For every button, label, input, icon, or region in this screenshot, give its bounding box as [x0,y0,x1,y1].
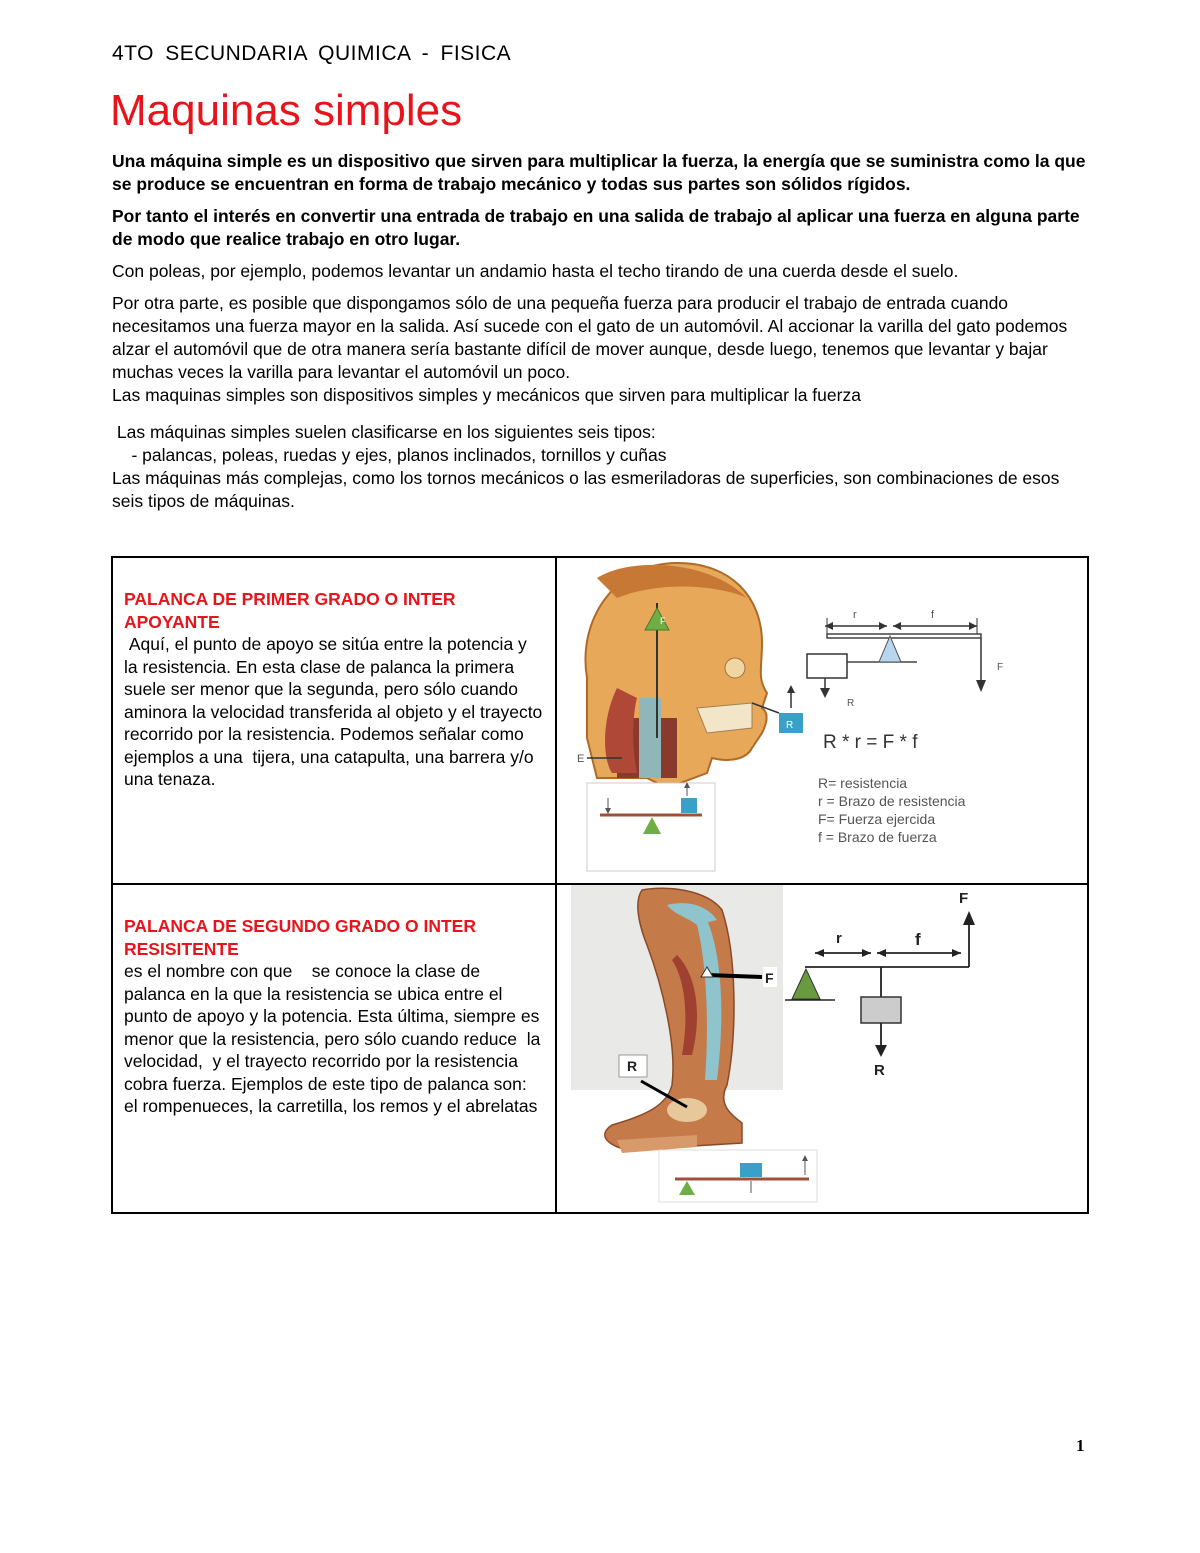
paragraph-definition: Una máquina simple es un dispositivo que sirven para multiplicar la fuerza, la energía que se suministra como la que se produce se encuentran en forma de trabajo mecánico y todas sus partes son sólidos rígidos. [112,151,1086,194]
lever2-leg-f-label: F [765,970,774,986]
lever2-arm-f-label: f [915,930,921,949]
lever1-legend-rarm: r = Brazo de resistencia [818,793,966,809]
document-header: 4TO SECUNDARIA QUIMICA - FISICA [112,42,512,65]
lever1-diagram [807,618,986,698]
lever1-force-label: F [997,662,1004,673]
lever1-legend-farm: f = Brazo de fuerza [818,829,937,845]
body-text [112,150,1092,513]
paragraph-interest: Por tanto el interés en convertir una entrada de trabajo en una salida de trabajo al aplicar una fuerza en alguna parte de modo que realice trabajo en otro lugar. [112,206,1080,249]
lever2-description: es el nombre con que se conoce la clase de palanca en la que la resistencia se ubica entre el punto de apoyo y la potencia. Esta última, siempre es menor que la resistencia, pero sólo cuando reduce la velocidad, y el trayecto recorrido por la resistencia cobra fuerza. Ejemplos de este tipo de palanca son: el rompenueces, la carretilla, los remos y el abrelatas [124,961,546,1116]
lever2-heading: PALANCA DE SEGUNDO GRADO O INTER RESISITENTE [124,916,476,959]
lever1-figure [557,558,1087,878]
lever-row-second [112,884,1088,1213]
page-title: Maquinas simples [110,86,463,135]
lever2-leg-r-label: R [627,1058,638,1074]
page-number: 1 [1076,1436,1085,1455]
head-illustration [585,563,767,788]
lever-row-first [112,557,1088,884]
lever1-arm-f-label: f [931,609,935,621]
lever2-figure-cell [556,884,1088,1213]
svg-text:R: R [786,720,794,731]
lever1-legend-f: F= Fuerza ejercida [818,811,936,827]
lever1-figure-cell [556,557,1088,884]
paragraph-summary: Las maquinas simples son dispositivos simples y mecánicos que sirven para multiplicar la fuerza [112,385,861,405]
lever1-effort-label: E [577,753,585,765]
lever1-inset-diagram [587,782,715,871]
lever2-diagram [785,911,975,1057]
lever1-text-cell [112,557,556,884]
leg-illustration [571,885,783,1153]
lever2-arm-r-label: r [836,930,842,947]
lever1-arm-r-label: r [853,609,857,621]
lever2-inset-diagram [659,1150,817,1202]
lever2-force-label: F [959,890,969,907]
lever1-legend-r: R= resistencia [818,775,908,791]
lever2-figure [557,885,1087,1207]
lever1-description: Aquí, el punto de apoyo se sitúa entre la potencia y la resistencia. En esta clase de palanca la primera suele ser menor que la segunda, pero sólo cuando aminora la velocidad transferida al objeto y el trayecto recorrido por la resistencia. Podemos señalar como ejemplos a una tijera, una catapulta, una barrera y/o una tenaza. [124,634,548,789]
lever2-resistance-label: R [874,1062,885,1079]
paragraph-complex: Las máquinas más complejas, como los tornos mecánicos o las esmeriladoras de superficies, son combinaciones de esos seis tipos de máquinas. [112,468,1060,511]
paragraph-pulleys: Con poleas, por ejemplo, podemos levantar un andamio hasta el techo tirando de una cuerda desde el suelo. [112,261,959,281]
lever2-text-cell [112,884,556,1213]
paragraph-types-list: - palancas, poleas, ruedas y ejes, planos inclinados, tornillos y cuñas [112,445,667,465]
lever1-fulcrum-label: F [660,616,666,626]
paragraph-jack: Por otra parte, es posible que dispongamos sólo de una pequeña fuerza para producir el trabajo de entrada cuando necesitamos una fuerza mayor en la salida. Así sucede con el gato de un automóvil. Al accionar la varilla del gato podemos alzar el automóvil que de otra manera sería bastante difícil de mover aunque, desde luego, tenemos que levantar y bajar muchas veces la varilla para levantar el automóvil un poco. [112,293,1068,382]
lever-table [111,556,1089,1214]
lever1-heading: PALANCA DE PRIMER GRADO O INTER APOYANTE [124,589,456,632]
lever1-resistance-label: R [847,698,855,709]
paragraph-types-intro: Las máquinas simples suelen clasificarse en los siguientes seis tipos: [112,422,656,442]
lever1-formula: R * r = F * f [823,732,918,753]
